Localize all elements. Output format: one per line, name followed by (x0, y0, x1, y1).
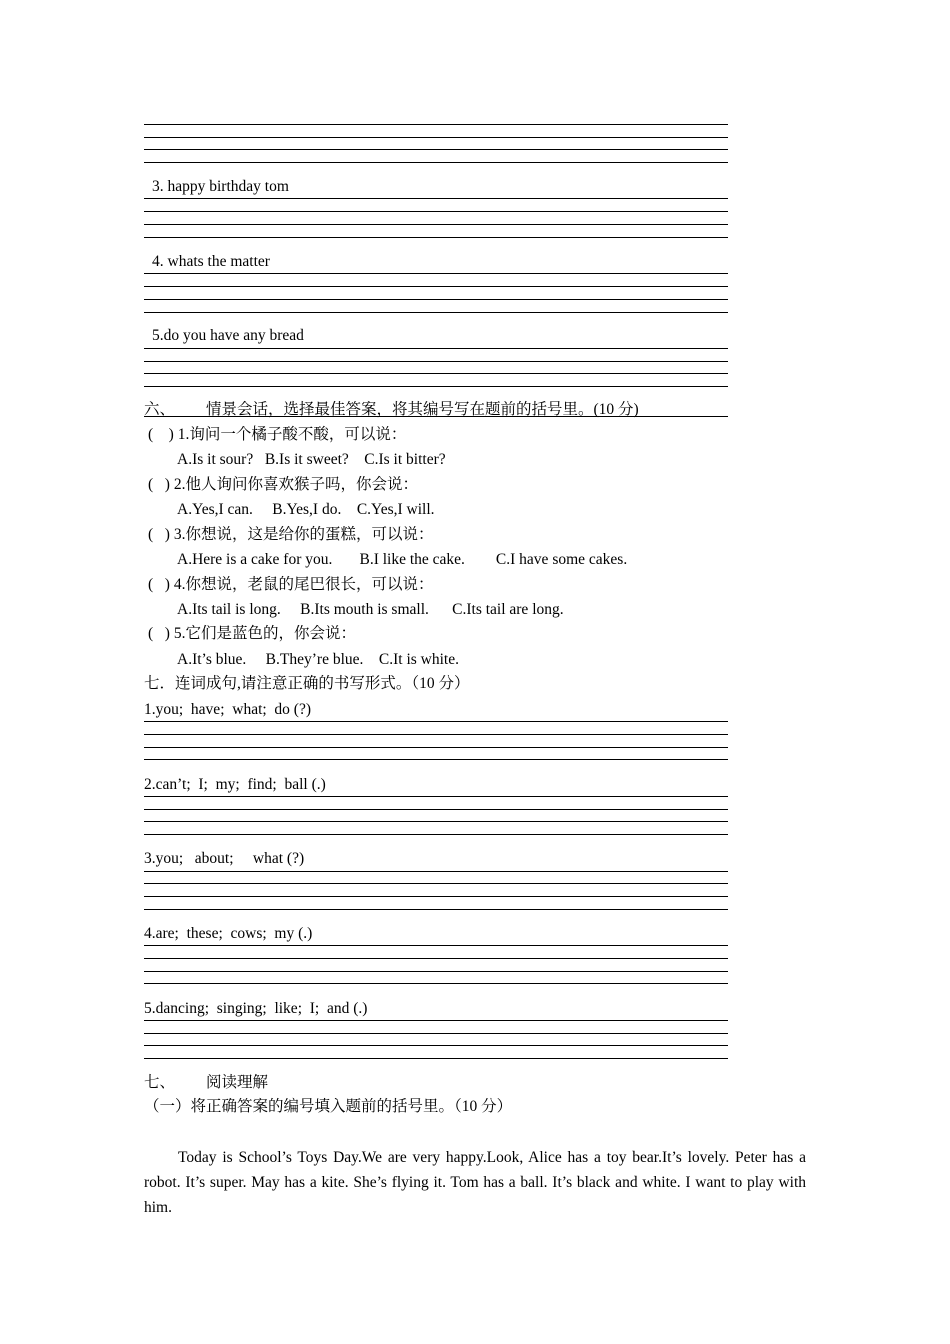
question-4-options: A.Its tail is long. B.Its mouth is small. C.Its tail are long. (177, 601, 564, 618)
section7-heading: 七．连词成句,请注意正确的书写形式。（10 分） (144, 675, 470, 692)
question-3-options: A.Here is a cake for you. B.I like the cake. C.I have some cakes. (177, 551, 628, 568)
question-4-stem: ( ) 4.你想说，老鼠的尾巴很长，可以说： (148, 576, 434, 593)
writing-line (144, 124, 728, 125)
writing-line (144, 348, 728, 349)
writing-line (144, 1020, 728, 1021)
writing-line (144, 224, 728, 225)
writing-line (144, 871, 728, 872)
writing-line (144, 971, 728, 972)
writing-line (144, 958, 728, 959)
reading-heading: 七、 阅读理解 (144, 1074, 269, 1091)
question-5-stem: ( ) 5.它们是蓝色的，你会说： (148, 625, 356, 642)
writing-line (144, 137, 728, 138)
reading-passage: Today is School’s Toys Day.We are very happy.Look, Alice has a toy bear.It’s lovely. Peter has a robot. It’s super. May has a kite. She’s flying it. Tom has a ball. It’s black and white. I want to play with him. (144, 1149, 806, 1216)
writing-line (144, 386, 728, 387)
question-2-options: A.Yes,I can. B.Yes,I do. C.Yes,I will. (177, 501, 435, 518)
writing-line (144, 883, 728, 884)
writing-line (144, 721, 728, 722)
writing-line (144, 198, 728, 199)
heading-underline (144, 416, 728, 417)
question-1-stem: ( ) 1.询问一个橘子酸不酸，可以说： (148, 426, 407, 443)
question-2-stem: ( ) 2.他人询问你喜欢猴子吗，你会说： (148, 476, 418, 493)
prompt-item-3: 3. happy birthday tom (152, 178, 289, 195)
writing-line (144, 734, 728, 735)
sentence-item-5: 5.dancing; singing; like; I; and (.) (144, 1000, 368, 1017)
writing-line (144, 149, 728, 150)
question-3-stem: ( ) 3.你想说，这是给你的蛋糕，可以说： (148, 526, 434, 543)
writing-line (144, 312, 728, 313)
writing-line (144, 983, 728, 984)
sentence-item-3: 3.you; about; what (?) (144, 850, 305, 867)
writing-line (144, 299, 728, 300)
writing-line (144, 834, 728, 835)
writing-line (144, 361, 728, 362)
question-5-options: A.It’s blue. B.They’re blue. C.It is white. (177, 651, 459, 668)
writing-line (144, 821, 728, 822)
writing-line (144, 1045, 728, 1046)
writing-line (144, 896, 728, 897)
prompt-item-5: 5.do you have any bread (152, 327, 304, 344)
section6-heading: 六、 情景会话，选择最佳答案，将其编号写在题前的括号里。(10 分) (144, 401, 639, 418)
writing-line (144, 909, 728, 910)
writing-line (144, 237, 728, 238)
writing-line (144, 211, 728, 212)
writing-line (144, 162, 728, 163)
writing-line (144, 759, 728, 760)
writing-line (144, 796, 728, 797)
sentence-item-2: 2.can’t; I; my; find; ball (.) (144, 776, 326, 793)
writing-line (144, 1058, 728, 1059)
writing-line (144, 273, 728, 274)
writing-line (144, 747, 728, 748)
writing-line (144, 1033, 728, 1034)
writing-line (144, 373, 728, 374)
reading-subheading: （一）将正确答案的编号填入题前的括号里。（10 分） (144, 1098, 513, 1115)
sentence-item-4: 4.are; these; cows; my (.) (144, 925, 313, 942)
writing-line (144, 809, 728, 810)
writing-line (144, 286, 728, 287)
question-1-options: A.Is it sour? B.Is it sweet? C.Is it bitter? (177, 451, 446, 468)
sentence-item-1: 1.you; have; what; do (?) (144, 701, 312, 718)
writing-line (144, 945, 728, 946)
prompt-item-4: 4. whats the matter (152, 253, 270, 270)
